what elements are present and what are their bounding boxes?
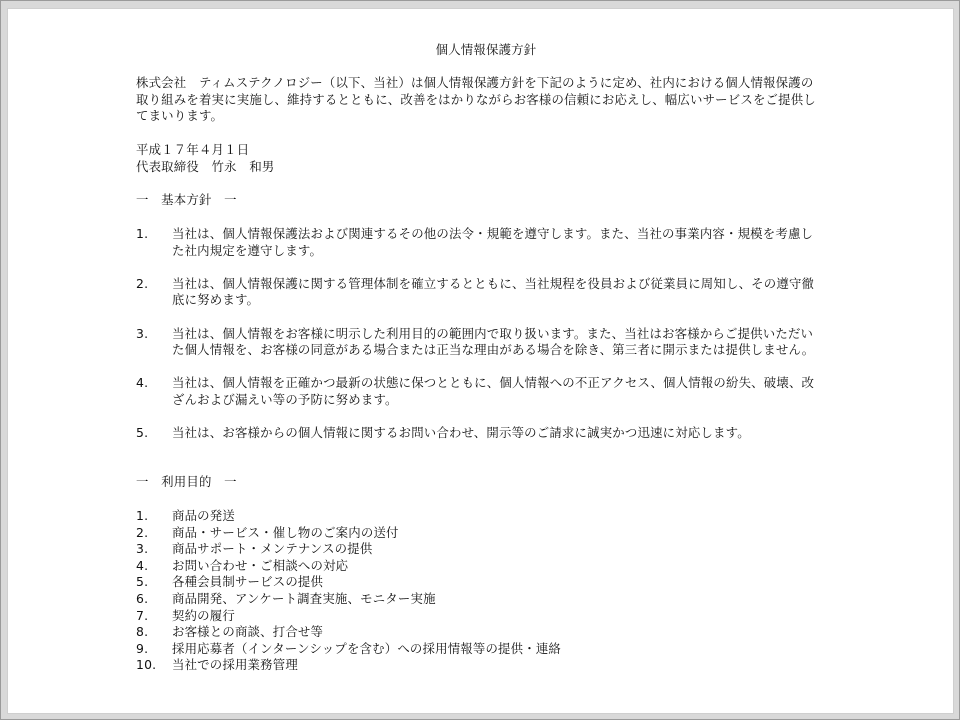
purpose-item (136, 624, 836, 641)
purpose-item-text: 商品の発送 (172, 508, 235, 523)
purpose-list (136, 508, 836, 674)
policy-item-text: 当社は、個人情報保護に関する管理体制を確立するとともに、当社規程を役員および従業員に周知し、その遵守徹底に努めます。 (172, 275, 815, 308)
purpose-item-number: 9. (136, 640, 149, 656)
policy-item-number: 2. (136, 275, 149, 291)
purpose-item (136, 591, 836, 608)
purpose-item-number: 10. (136, 657, 157, 673)
purpose-item (136, 508, 836, 525)
purpose-item-number: 5. (136, 574, 149, 590)
purpose-item (136, 657, 836, 674)
policy-item-text: 当社は、個人情報を正確かつ最新の状態に保つとともに、個人情報への不正アクセス、個人情報の紛失、破壊、改ざんおよび漏えい等の予防に努めます。 (172, 375, 815, 407)
purpose-item-number: 7. (136, 607, 149, 623)
purpose-item-text: 契約の履行 (172, 607, 235, 623)
policy-item-number: 1. (136, 226, 149, 241)
policy-item (136, 276, 836, 309)
purpose-item-number: 1. (136, 508, 149, 523)
purpose-item-text: 商品・サービス・催し物のご案内の送付 (172, 524, 399, 540)
purpose-item (136, 541, 836, 558)
basic-policy-heading: 一 基本方針 一 (136, 192, 237, 207)
purpose-item (136, 558, 836, 575)
purpose-item-text: 商品サポート・メンテナンスの提供 (172, 541, 373, 557)
purpose-item (136, 525, 836, 542)
purpose-item-text: 採用応募者（インターンシップを含む）への採用情報等の提供・連絡 (172, 640, 562, 656)
policy-item-text: 当社は、個人情報保護法および関連するその他の法令・規範を遵守します。また、当社の事業内容・規模を考慮した社内規定を遵守します。 (172, 226, 814, 258)
purpose-item-number: 2. (136, 524, 149, 540)
purpose-item-text: お問い合わせ・ご相談への対応 (172, 557, 349, 573)
basic-policy-list (136, 226, 836, 458)
document-page (7, 8, 954, 714)
issue-date: 平成１７年４月１日 (136, 142, 250, 157)
policy-item-number: 3. (136, 325, 149, 341)
policy-item-text: 当社は、お客様からの個人情報に関するお問い合わせ、開示等のご請求に誠実かつ迅速に対応します。 (172, 425, 750, 441)
purpose-item-number: 8. (136, 624, 149, 640)
purpose-item (136, 641, 836, 658)
purpose-heading: 一 利用目的 一 (136, 474, 237, 489)
policy-item (136, 375, 836, 408)
policy-item-number: 5. (136, 425, 149, 441)
purpose-item-text: 当社での採用業務管理 (172, 657, 298, 673)
policy-item (136, 425, 836, 442)
intro-paragraph: 株式会社 ティムステクノロジー（以下、当社）は個人情報保護方針を下記のように定め、社内における個人情報保護の取り組みを着実に実施し、維持するとともに、改善をはかりながらお客様の信頼にお応えし、幅広いサービスをご提供してまいります。 (136, 75, 816, 124)
policy-item-number: 4. (136, 375, 149, 391)
purpose-item-number: 3. (136, 541, 149, 557)
page-title: 個人情報保護方針 (435, 42, 537, 57)
purpose-item-text: お客様との商談、打合せ等 (172, 624, 324, 640)
policy-item (136, 226, 836, 259)
purpose-item-text: 各種会員制サービスの提供 (172, 574, 324, 590)
purpose-item-number: 6. (136, 590, 149, 606)
signer-name: 代表取締役 竹永 和男 (136, 159, 275, 174)
policy-item-text: 当社は、個人情報をお客様に明示した利用目的の範囲内で取り扱います。また、当社はお客様からご提供いただいた個人情報を、お客様の同意がある場合または正当な理由がある場合を除き、第三者に開示または提供しません。 (172, 325, 815, 358)
purpose-item-number: 4. (136, 557, 149, 573)
purpose-item (136, 608, 836, 625)
policy-item (136, 326, 836, 359)
purpose-item-text: 商品開発、アンケート調査実施、モニター実施 (172, 590, 436, 606)
purpose-item (136, 574, 836, 591)
